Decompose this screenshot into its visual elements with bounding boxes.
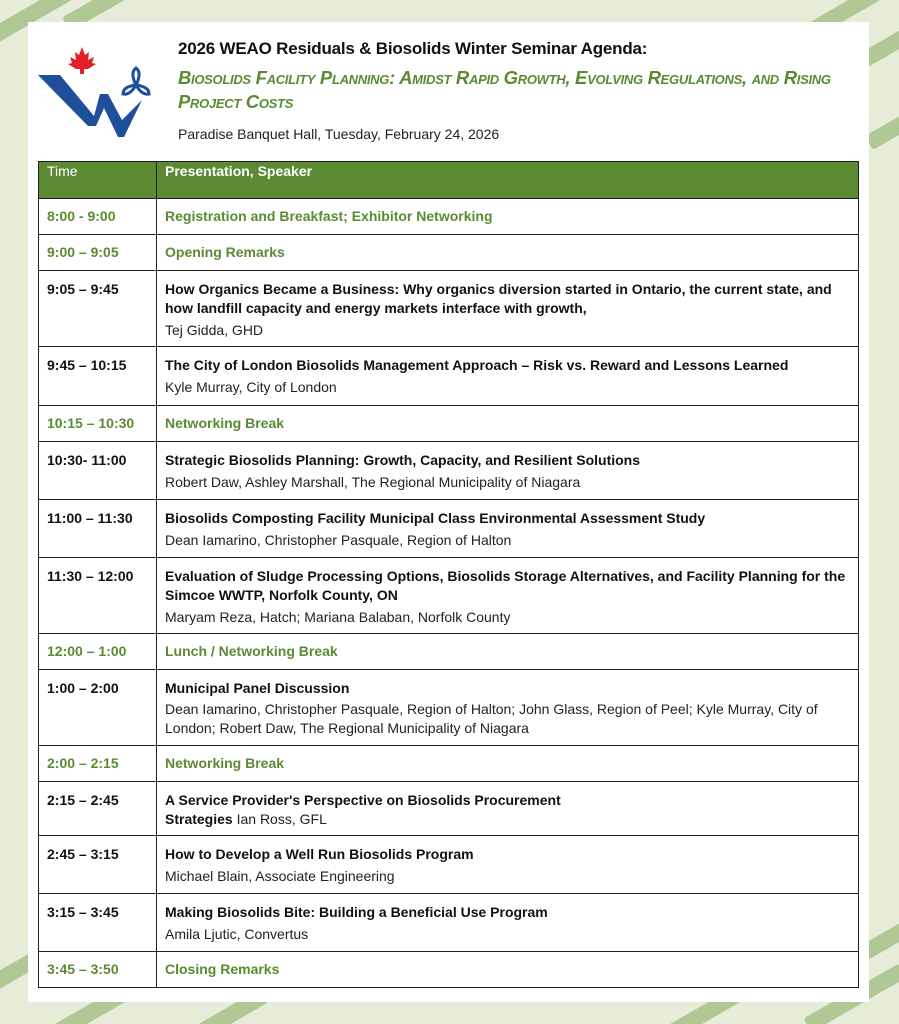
presentation-title: Strategic Biosolids Planning: Growth, Capacity, and Resilient Solutions bbox=[165, 452, 641, 468]
agenda-sheet bbox=[28, 22, 869, 1002]
presentation-title: Lunch / Networking Break bbox=[165, 643, 338, 659]
table-row bbox=[39, 442, 859, 500]
table-row bbox=[39, 670, 859, 746]
agenda-table bbox=[38, 161, 859, 988]
weao-logo bbox=[38, 42, 153, 137]
row-time: 3:45 – 3:50 bbox=[39, 952, 157, 988]
row-time: 2:45 – 3:15 bbox=[39, 836, 157, 894]
row-presentation bbox=[157, 746, 859, 782]
row-time: 3:15 – 3:45 bbox=[39, 894, 157, 952]
row-presentation bbox=[157, 558, 859, 634]
table-header-row bbox=[39, 162, 859, 199]
speaker-name: Robert Daw, Ashley Marshall, The Regional Municipality of Niagara bbox=[165, 474, 581, 490]
row-time: 2:00 – 2:15 bbox=[39, 746, 157, 782]
row-presentation bbox=[157, 634, 859, 670]
row-presentation bbox=[157, 670, 859, 746]
row-time: 10:30- 11:00 bbox=[39, 442, 157, 500]
presentation-title: How Organics Became a Business: Why organics diversion started in Ontario, the current state, and how landfill capacity and energy markets interface with growth, bbox=[165, 281, 832, 316]
table-row bbox=[39, 271, 859, 347]
table-row bbox=[39, 347, 859, 406]
table-row bbox=[39, 836, 859, 894]
presentation-title: How to Develop a Well Run Biosolids Program bbox=[165, 846, 474, 862]
row-presentation bbox=[157, 271, 859, 347]
presentation-title: Evaluation of Sludge Processing Options, Biosolids Storage Alternatives, and Facility Planning for the Simcoe WWTP, Norfolk County, ON bbox=[165, 568, 846, 603]
presentation-title: Closing Remarks bbox=[165, 961, 280, 977]
speaker-name: Kyle Murray, City of London bbox=[165, 379, 337, 395]
table-row bbox=[39, 500, 859, 558]
row-presentation bbox=[157, 442, 859, 500]
row-time: 11:30 – 12:00 bbox=[39, 558, 157, 634]
row-presentation bbox=[157, 952, 859, 988]
seminar-subtitle: Biosolids Facility Planning: Amidst Rapid Growth, Evolving Regulations, and Rising Project Costs bbox=[178, 67, 831, 112]
presentation-title: Making Biosolids Bite: Building a Beneficial Use Program bbox=[165, 904, 548, 920]
row-time: 11:00 – 11:30 bbox=[39, 500, 157, 558]
row-time: 1:00 – 2:00 bbox=[39, 670, 157, 746]
row-presentation bbox=[157, 500, 859, 558]
row-presentation bbox=[157, 347, 859, 406]
row-presentation bbox=[157, 836, 859, 894]
speaker-name: Ian Ross, GFL bbox=[236, 811, 327, 827]
speaker-name: Tej Gidda, GHD bbox=[165, 322, 264, 338]
row-presentation bbox=[157, 235, 859, 271]
column-header-presentation: Presentation, Speaker bbox=[157, 162, 859, 199]
table-row bbox=[39, 952, 859, 988]
speaker-name: Dean Iamarino, Christopher Pasquale, Region of Halton bbox=[165, 532, 512, 548]
table-row bbox=[39, 746, 859, 782]
presentation-title: Networking Break bbox=[165, 415, 285, 431]
speaker-name: Dean Iamarino, Christopher Pasquale, Region of Halton; John Glass, Region of Peel; Kyle Murray, City of London; Robert Daw, The Regional Municipality of Niagara bbox=[165, 701, 818, 736]
column-header-time: Time bbox=[39, 162, 157, 199]
row-time: 9:45 – 10:15 bbox=[39, 347, 157, 406]
speaker-name: Amila Ljutic, Convertus bbox=[165, 926, 309, 942]
table-row bbox=[39, 235, 859, 271]
weao-logo-icon bbox=[38, 42, 153, 137]
speaker-name: Michael Blain, Associate Engineering bbox=[165, 868, 395, 884]
row-time: 10:15 – 10:30 bbox=[39, 406, 157, 442]
presentation-title: Municipal Panel Discussion bbox=[165, 680, 350, 696]
presentation-title: Registration and Breakfast; Exhibitor Networking bbox=[165, 208, 493, 224]
row-time: 12:00 – 1:00 bbox=[39, 634, 157, 670]
row-time: 9:00 – 9:05 bbox=[39, 235, 157, 271]
row-presentation bbox=[157, 199, 859, 235]
seminar-title: 2026 WEAO Residuals & Biosolids Winter Seminar Agenda: bbox=[178, 39, 648, 58]
presentation-title: Networking Break bbox=[165, 755, 285, 771]
row-presentation bbox=[157, 894, 859, 952]
presentation-title: Biosolids Composting Facility Municipal Class Environmental Assessment Study bbox=[165, 510, 706, 526]
presentation-title: Opening Remarks bbox=[165, 244, 285, 260]
row-presentation bbox=[157, 406, 859, 442]
speaker-name: Maryam Reza, Hatch; Mariana Balaban, Norfolk County bbox=[165, 609, 511, 625]
table-row bbox=[39, 782, 859, 836]
row-time: 8:00 - 9:00 bbox=[39, 199, 157, 235]
presentation-title: The City of London Biosolids Management Approach – Risk vs. Reward and Lessons Learned bbox=[165, 357, 789, 373]
row-time: 9:05 – 9:45 bbox=[39, 271, 157, 347]
seminar-venue: Paradise Banquet Hall, Tuesday, February 24, 2026 bbox=[178, 126, 500, 142]
table-row bbox=[39, 558, 859, 634]
table-row bbox=[39, 634, 859, 670]
table-row bbox=[39, 199, 859, 235]
table-row bbox=[39, 894, 859, 952]
row-presentation bbox=[157, 782, 859, 836]
presentation-title: A Service Provider's Perspective on Biosolids Procurement Strategies bbox=[165, 792, 561, 827]
row-time: 2:15 – 2:45 bbox=[39, 782, 157, 836]
table-row bbox=[39, 406, 859, 442]
